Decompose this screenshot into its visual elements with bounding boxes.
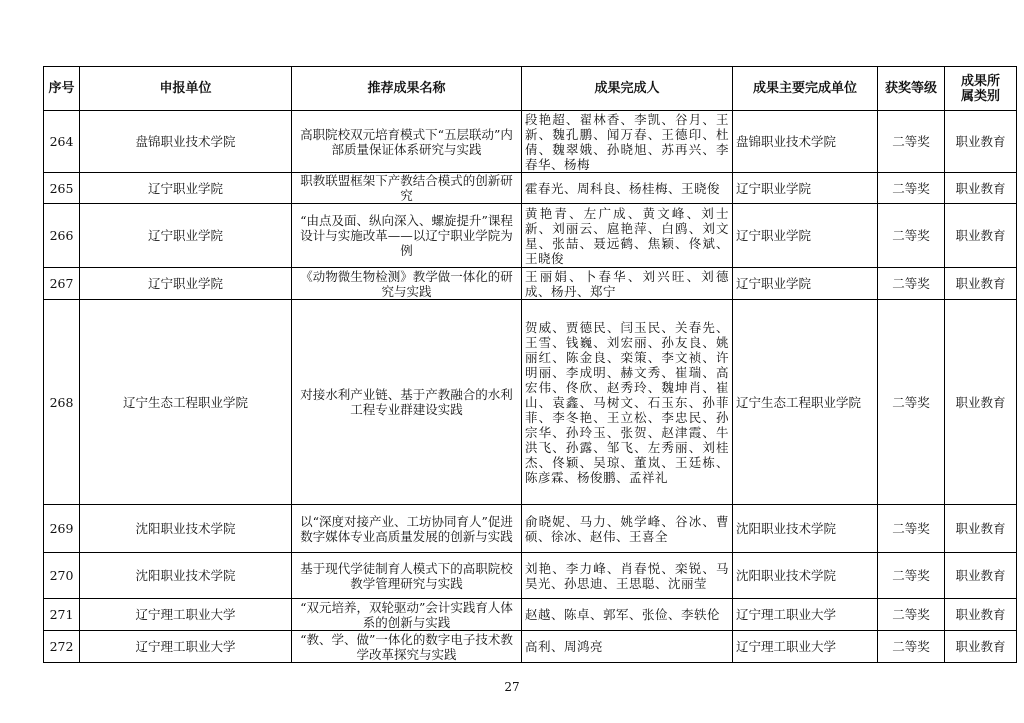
cell-unit: 辽宁理工职业大学 [80, 631, 292, 663]
cell-people: 霍春光、周科良、杨桂梅、王晓俊 [522, 173, 733, 204]
cell-index: 266 [44, 204, 80, 268]
cell-unit: 辽宁职业学院 [80, 173, 292, 204]
cell-award: 二等奖 [878, 111, 945, 173]
cell-category: 职业教育 [945, 173, 1017, 204]
cell-award: 二等奖 [878, 505, 945, 553]
cell-index: 267 [44, 268, 80, 300]
cell-category: 职业教育 [945, 300, 1017, 505]
cell-unit: 沈阳职业技术学院 [80, 553, 292, 599]
cell-people: 赵越、陈卓、郭军、张俭、李轶伦 [522, 599, 733, 631]
cell-title: 对接水利产业链、基于产教融合的水利工程专业群建设实践 [292, 300, 522, 505]
cell-main-unit: 辽宁职业学院 [733, 173, 878, 204]
cell-award: 二等奖 [878, 631, 945, 663]
cell-people: 刘艳、李力峰、肖春悦、栾锐、马昊光、孙思迪、王思聪、沈丽莹 [522, 553, 733, 599]
cell-category: 职业教育 [945, 505, 1017, 553]
cell-index: 272 [44, 631, 80, 663]
table-row [44, 111, 1017, 173]
cell-people: 贺威、贾德民、闫玉民、关春先、王雪、钱巍、刘宏丽、孙友良、姚丽红、陈金良、栾策、李文祯、许明丽、李成明、赫文秀、崔瑞、高宏伟、佟欣、赵秀玲、魏坤肖、崔山、袁鑫、马树文、石玉东、孙菲菲、李冬艳、王立松、李忠民、孙宗华、孙玲玉、张贺、赵津霞、牛洪飞、孙露、邹飞、左秀丽、刘桂杰、佟颖、吴琼、董岚、王廷栋、陈彦霖、杨俊鹏、孟祥礼 [522, 300, 733, 505]
table-row [44, 300, 1017, 505]
cell-unit: 辽宁理工职业大学 [80, 599, 292, 631]
cell-category: 职业教育 [945, 599, 1017, 631]
table-row [44, 599, 1017, 631]
table-row [44, 631, 1017, 663]
cell-people: 段艳超、翟林香、李凯、谷月、王新、魏孔鹏、闻万春、王德印、杜倩、魏翠娥、孙晓旭、苏再兴、李春华、杨梅 [522, 111, 733, 173]
cell-people: 俞晓妮、马力、姚学峰、谷冰、曹硕、徐冰、赵伟、王喜全 [522, 505, 733, 553]
page-number: 27 [504, 680, 520, 694]
cell-award: 二等奖 [878, 300, 945, 505]
header-title: 推荐成果名称 [292, 67, 522, 111]
header-index: 序号 [44, 67, 80, 111]
table-row [44, 505, 1017, 553]
header-people: 成果完成人 [522, 67, 733, 111]
cell-category: 职业教育 [945, 553, 1017, 599]
cell-people: 黄艳青、左广成、黄文峰、刘士新、刘丽云、扈艳萍、白鸥、刘文星、张喆、聂远鹤、焦颖、佟斌、王晓俊 [522, 204, 733, 268]
table-row [44, 173, 1017, 204]
cell-main-unit: 沈阳职业技术学院 [733, 505, 878, 553]
cell-index: 264 [44, 111, 80, 173]
cell-index: 265 [44, 173, 80, 204]
cell-people: 高利、周鸿亮 [522, 631, 733, 663]
cell-title: 基于现代学徒制育人模式下的高职院校教学管理研究与实践 [292, 553, 522, 599]
cell-index: 268 [44, 300, 80, 505]
table-row [44, 204, 1017, 268]
cell-unit: 盘锦职业技术学院 [80, 111, 292, 173]
cell-title: “教、学、做”一体化的数字电子技术教学改革探究与实践 [292, 631, 522, 663]
awards-table [43, 66, 1017, 663]
cell-people: 王丽娟、卜春华、刘兴旺、刘德成、杨丹、郑宁 [522, 268, 733, 300]
table-row [44, 553, 1017, 599]
cell-award: 二等奖 [878, 204, 945, 268]
cell-title: “由点及面、纵向深入、螺旋提升”课程设计与实施改革——以辽宁职业学院为例 [292, 204, 522, 268]
cell-main-unit: 辽宁理工职业大学 [733, 599, 878, 631]
cell-index: 269 [44, 505, 80, 553]
cell-category: 职业教育 [945, 204, 1017, 268]
cell-unit: 辽宁职业学院 [80, 268, 292, 300]
cell-index: 270 [44, 553, 80, 599]
header-main-unit: 成果主要完成单位 [733, 67, 878, 111]
cell-main-unit: 辽宁生态工程职业学院 [733, 300, 878, 505]
table-row [44, 268, 1017, 300]
header-award: 获奖等级 [878, 67, 945, 111]
cell-main-unit: 辽宁理工职业大学 [733, 631, 878, 663]
cell-title: “双元培养，双轮驱动”会计实践育人体系的创新与实践 [292, 599, 522, 631]
cell-award: 二等奖 [878, 553, 945, 599]
cell-main-unit: 沈阳职业技术学院 [733, 553, 878, 599]
cell-main-unit: 辽宁职业学院 [733, 268, 878, 300]
cell-unit: 沈阳职业技术学院 [80, 505, 292, 553]
cell-award: 二等奖 [878, 599, 945, 631]
cell-unit: 辽宁职业学院 [80, 204, 292, 268]
cell-category: 职业教育 [945, 268, 1017, 300]
header-unit: 申报单位 [80, 67, 292, 111]
cell-category: 职业教育 [945, 111, 1017, 173]
cell-main-unit: 盘锦职业技术学院 [733, 111, 878, 173]
cell-category: 职业教育 [945, 631, 1017, 663]
table-header-row [44, 67, 1017, 111]
cell-title: 职教联盟框架下产教结合模式的创新研究 [292, 173, 522, 204]
cell-main-unit: 辽宁职业学院 [733, 204, 878, 268]
header-category: 成果所属类别 [945, 67, 1017, 111]
cell-index: 271 [44, 599, 80, 631]
cell-title: 《动物微生物检测》教学做一体化的研究与实践 [292, 268, 522, 300]
cell-title: 高职院校双元培育模式下“五层联动”内部质量保证体系研究与实践 [292, 111, 522, 173]
cell-award: 二等奖 [878, 268, 945, 300]
cell-title: 以“深度对接产业、工坊协同育人”促进数字媒体专业高质量发展的创新与实践 [292, 505, 522, 553]
cell-unit: 辽宁生态工程职业学院 [80, 300, 292, 505]
cell-award: 二等奖 [878, 173, 945, 204]
